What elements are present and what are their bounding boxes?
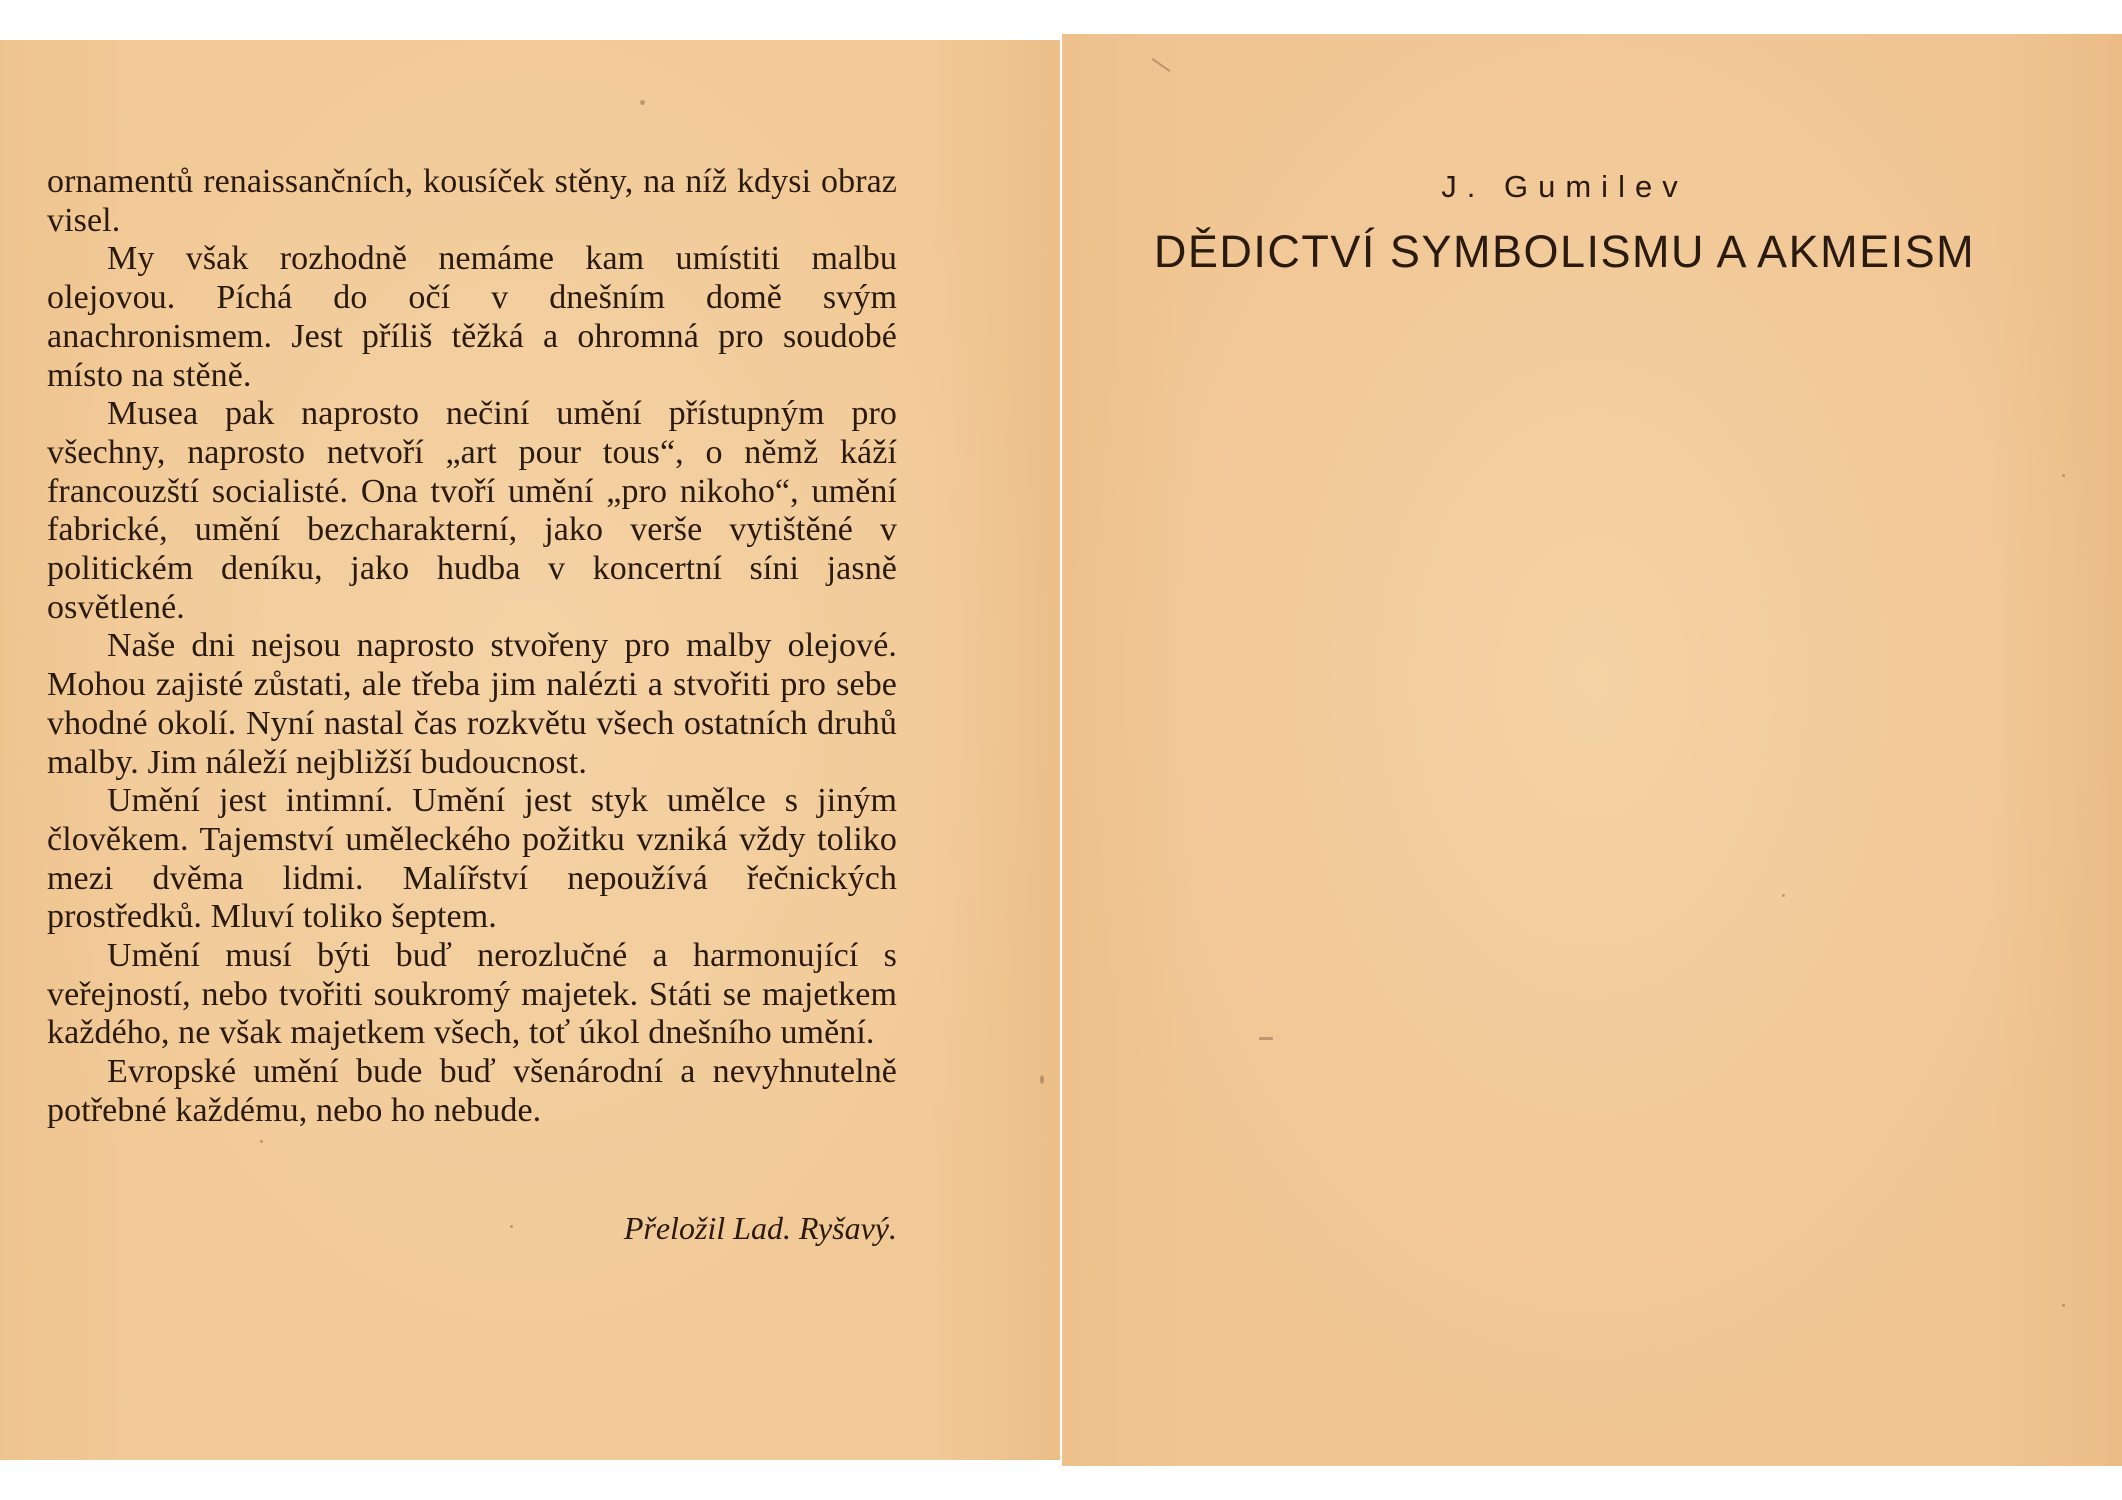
paragraph: Musea pak naprosto nečiní umění přístupným pro všechny, naprosto netvoří „art pour tous“, o němž káží francouzští socialisté. Ona tvoří umění „pro nikoho“, umění fabrické, umění bezcharakterní, jako verše vytištěné v politickém deníku, jako hudba v koncertní síni jasně osvětlené.: [47, 395, 897, 626]
paragraph: My však rozhodně nemáme kam umístiti malbu olejovou. Píchá do očí v dnešním domě svým anachronismem. Jest příliš těžká a ohromná pro soudobé místo na stěně.: [47, 240, 897, 394]
article-title: DĚDICTVÍ SYMBOLISMU A AKMEISM: [1153, 226, 1976, 277]
paragraph: ornamentů renaissančních, kousíček stěny, na níž kdysi obraz visel.: [47, 163, 897, 239]
paragraph: Naše dni nejsou naprosto stvořeny pro malby olejové. Mohou zajisté zůstati, ale třeba jim nalézti a stvořiti pro sebe vhodné okolí. Nyní nastal čas rozkvětu všech ostatních druhů malby. Jim náleží nejbližší budoucnost.: [47, 627, 897, 781]
paragraph: Umění jest intimní. Umění jest styk umělce s jiným člověkem. Tajemství uměleckého požitku vzniká vždy toliko mezi dvěma lidmi. Malířství nepoužívá řečnických prostředků. Mluví toliko šeptem.: [47, 782, 897, 936]
paper-speck: [2062, 474, 2065, 477]
paper-speck: [1151, 58, 1170, 72]
paper-speck: [640, 100, 645, 105]
paragraph: Umění musí býti buď nerozlučné a harmonující s veřejností, nebo tvořiti soukromý majetek. Státi se majetkem každého, ne však majetkem všech, toť úkol dnešního umění.: [47, 937, 897, 1052]
paper-speck: [510, 1225, 513, 1228]
right-page: [1062, 34, 2122, 1466]
left-page: [0, 40, 1060, 1460]
left-page-body-text: [47, 163, 897, 1131]
paper-speck: [260, 1140, 263, 1143]
paper-speck: [1259, 1037, 1273, 1040]
paper-speck: [1040, 1075, 1044, 1084]
paper-speck: [1782, 894, 1785, 897]
translator-credit: Přeložil Lad. Ryšavý.: [623, 1210, 897, 1246]
paragraph: Evropské umění bude buď všenárodní a nevyhnutelně potřebné každému, nebo ho nebude.: [47, 1053, 897, 1129]
author-name: J. Gumilev: [1441, 169, 1688, 204]
paper-speck: [2062, 1304, 2065, 1307]
